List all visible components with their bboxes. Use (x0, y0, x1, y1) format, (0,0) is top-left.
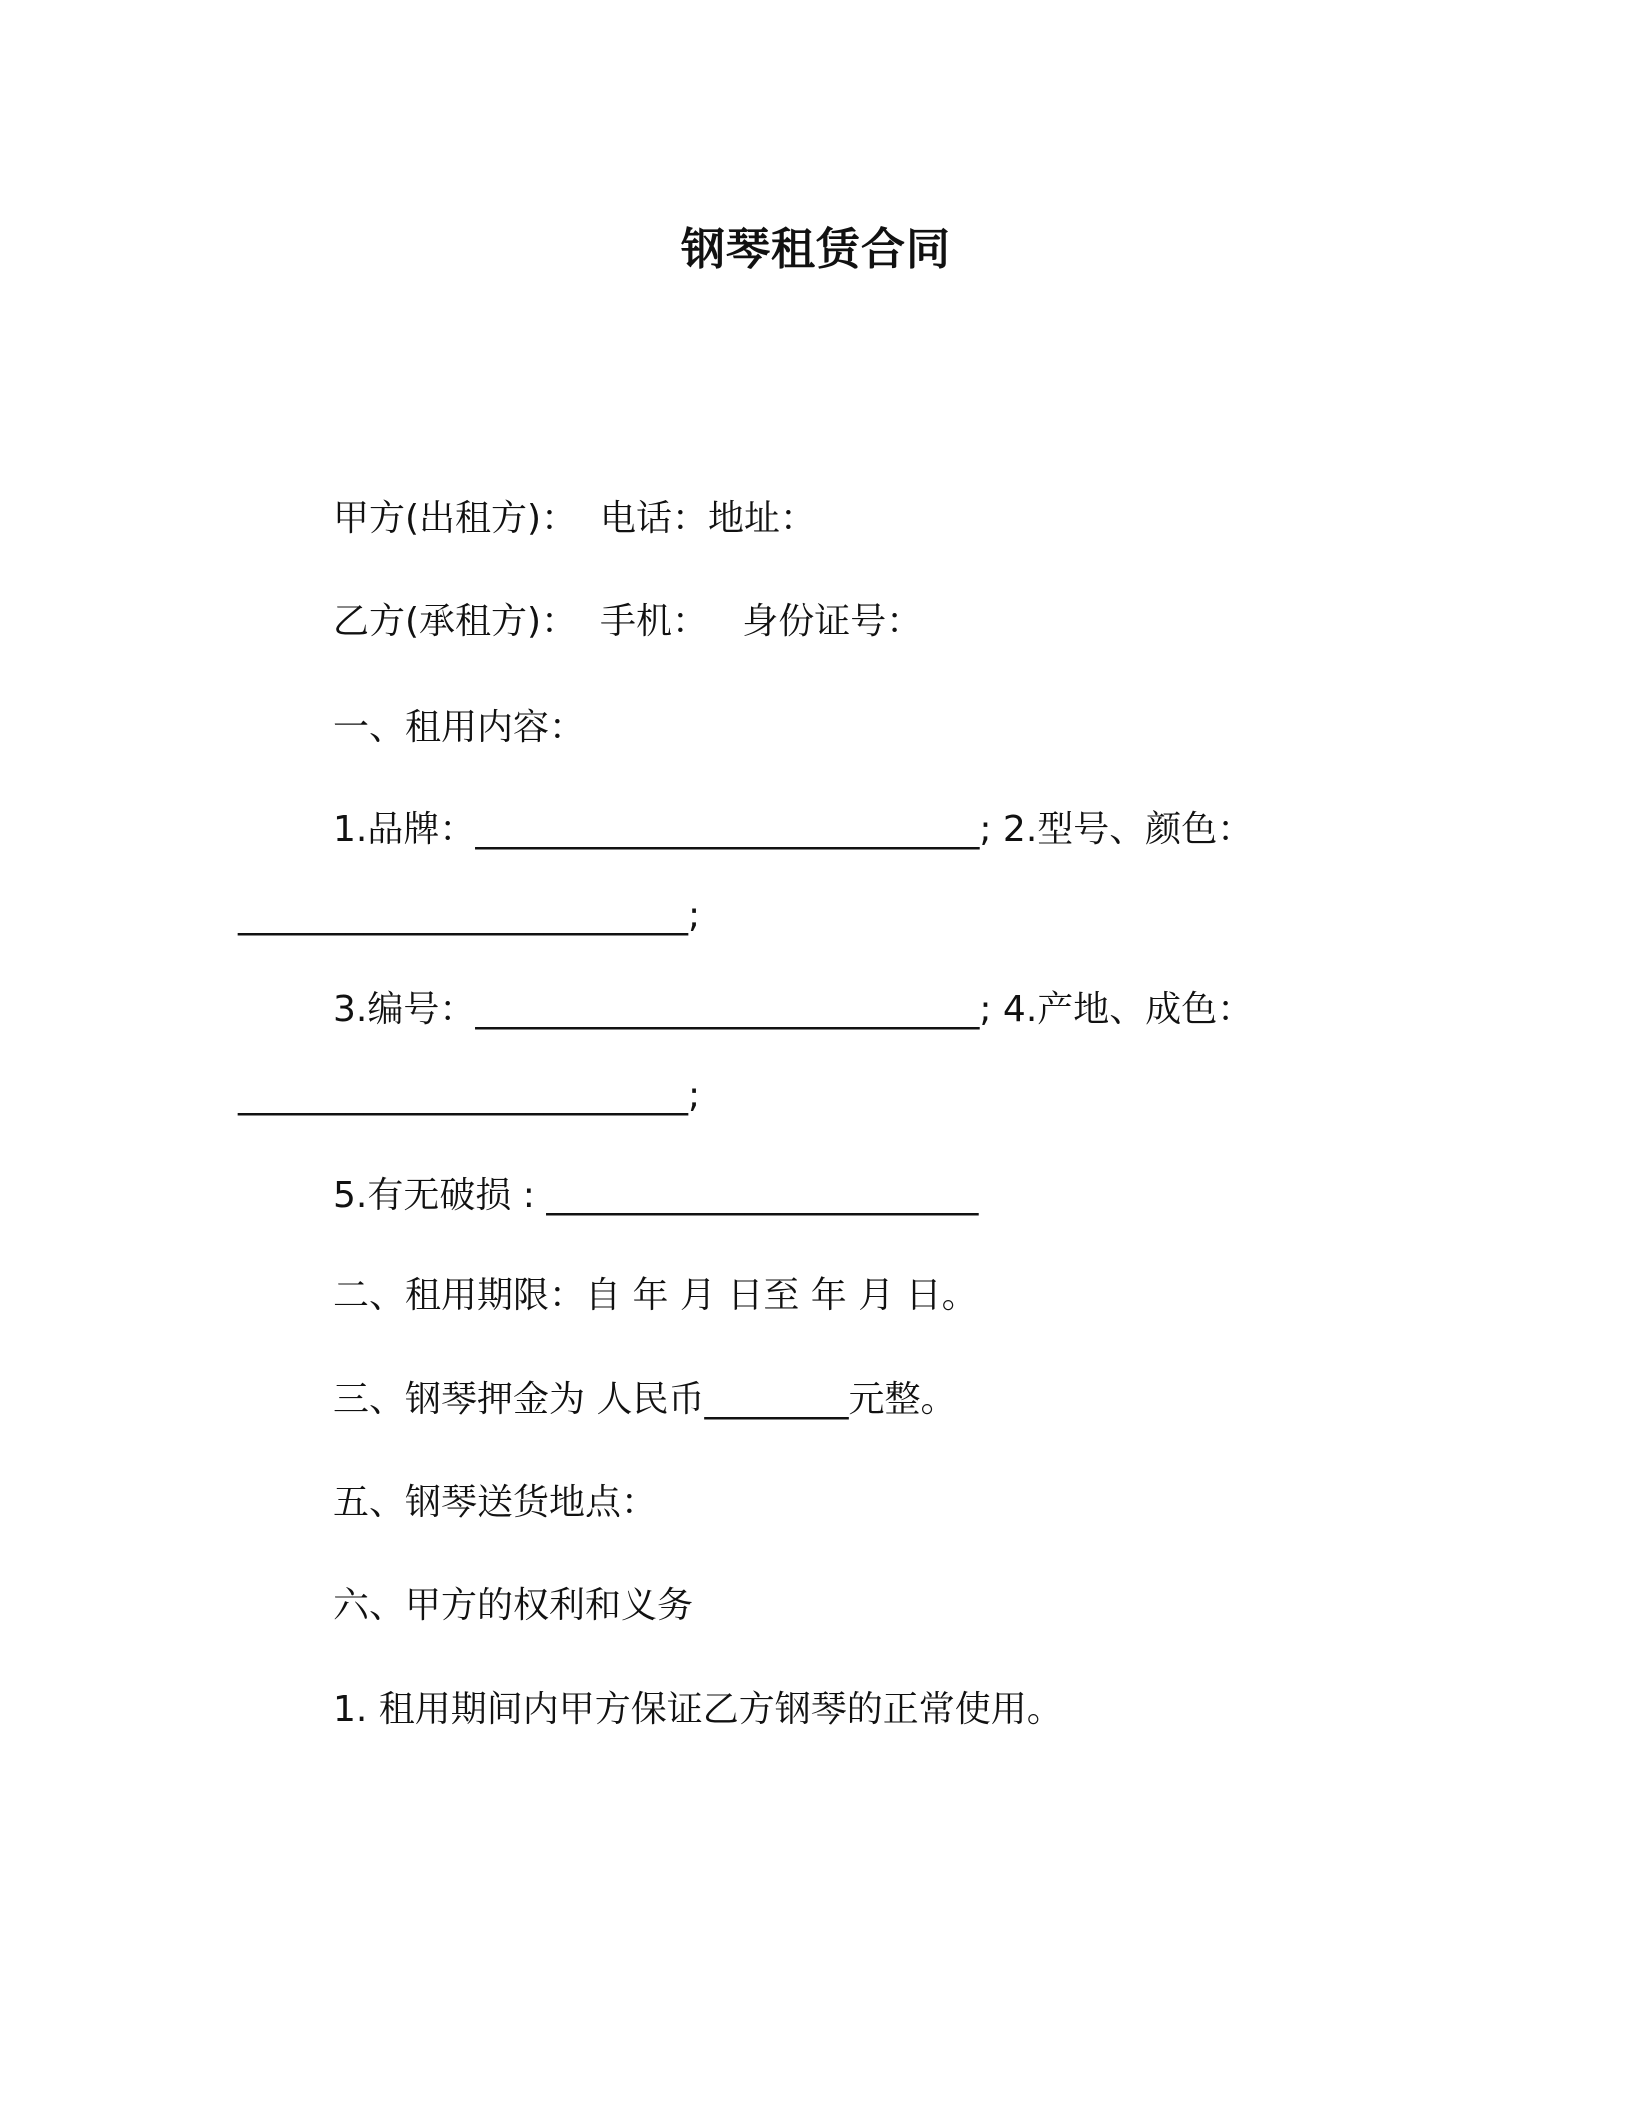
party-a-rights-heading: 六、甲方的权利和义务 (333, 1585, 694, 1626)
deposit-line: 三、钢琴押金为 人民币________元整。 (333, 1379, 957, 1420)
party-a-line: 甲方(出租方)： 电话：地址： (333, 498, 816, 539)
delivery-location-line: 五、钢琴送货地点： (333, 1482, 658, 1523)
party-b-line: 乙方(承租方)： 手机： 身份证号： (333, 601, 923, 642)
rental-period-line: 二、租用期限：自 年 月 日至 年 月 日。 (333, 1275, 978, 1316)
damage-line: 5.有无破损 : ________________________ (333, 1175, 979, 1216)
brand-model-line: 1.品牌：____________________________; 2.型号、颜色： (333, 809, 1254, 850)
model-color-blank-line: _________________________; (238, 895, 701, 936)
section-rental-content-heading: 一、租用内容： (333, 707, 586, 748)
origin-condition-blank-line: _________________________; (238, 1075, 701, 1116)
party-a-clause-1: 1. 租用期间内甲方保证乙方钢琴的正常使用。 (333, 1689, 1063, 1730)
document-title: 钢琴租赁合同 (681, 224, 951, 275)
serial-origin-line: 3.编号：____________________________; 4.产地、成色： (333, 989, 1254, 1030)
